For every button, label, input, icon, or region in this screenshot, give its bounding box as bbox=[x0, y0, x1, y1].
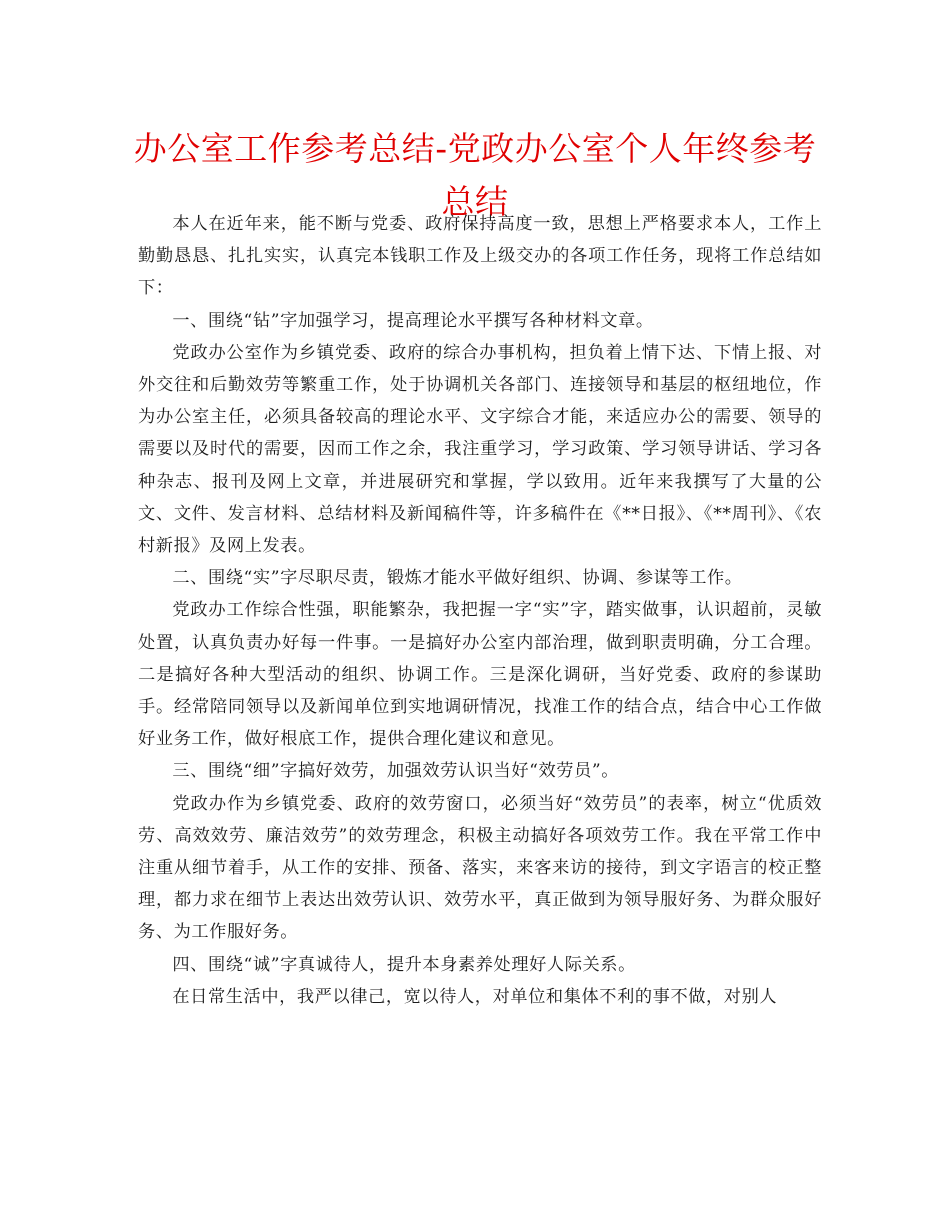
section-heading-1: 一、围绕“钻”字加强学习，提高理论水平撰写各种材料文章。 bbox=[172, 310, 654, 331]
paragraph-section-4: 在日常生活中，我严以律己，宽以待人，对单位和集体不利的事不做，对别人 bbox=[172, 986, 778, 1007]
paragraph-intro: 本人在近年来，能不断与党委、政府保持高度一致，思想上严格要求本人，工作上勤勤恳恳、扎扎实实，认真完本钱职工作及上级交办的各项工作任务，现将工作总结如下： bbox=[138, 214, 822, 299]
section-heading-3: 三、围绕“细”字搞好效劳，加强效劳认识当好“效劳员”。 bbox=[172, 761, 620, 782]
section-heading-4: 四、围绕“诚”字真诚待人，提升本身素养处理好人际关系。 bbox=[172, 954, 636, 975]
document-title: 办公室工作参考总结-党政办公室个人年终参考总结 bbox=[133, 129, 817, 221]
paragraph-section-3: 党政办作为乡镇党委、政府的效劳窗口，必须当好“效劳员”的表率，树立“优质效劳、高效效劳、廉洁效劳”的效劳理念，积极主动搞好各项效劳工作。我在平常工作中注重从细节着手，从工作的安排、预备、落实，来客来访的接待，到文字语言的校正整理，都力求在细节上表达出效劳认识、效劳水平，真正做到为领导服好务、为群众服好务、为工作服好务。 bbox=[138, 793, 822, 943]
paragraph-section-2: 党政办工作综合性强，职能繁杂，我把握一字“实”字，踏实做事，认识超前，灵敏处置，认真负责办好每一件事。一是搞好办公室内部治理，做到职责明确，分工合理。二是搞好各种大型活动的组织、协调工作。三是深化调研，当好党委、政府的参谋助手。经常陪同领导以及新闻单位到实地调研情况，找准工作的结合点，结合中心工作做好业务工作，做好根底工作，提供合理化建议和意见。 bbox=[138, 600, 822, 750]
section-heading-2: 二、围绕“实”字尽职尽责，锻炼才能水平做好组织、协调、参谋等工作。 bbox=[172, 568, 743, 589]
document-body bbox=[138, 208, 822, 1013]
paragraph-section-1: 党政办公室作为乡镇党委、政府的综合办事机构，担负着上情下达、下情上报、对外交往和后勤效劳等繁重工作，处于协调机关各部门、连接领导和基层的枢纽地位，作为办公室主任，必须具备较高的理论水平、文字综合才能，来适应办公的需要、领导的需要以及时代的需要，因而工作之余，我注重学习，学习政策、学习领导讲话、学习各种杂志、报刊及网上文章，并进展研究和掌握，学以致用。近年来我撰写了大量的公文、文件、发言材料、总结材料及新闻稿件等，许多稿件在《**日报》、《**周刊》、《农村新报》及网上发表。 bbox=[138, 342, 822, 557]
